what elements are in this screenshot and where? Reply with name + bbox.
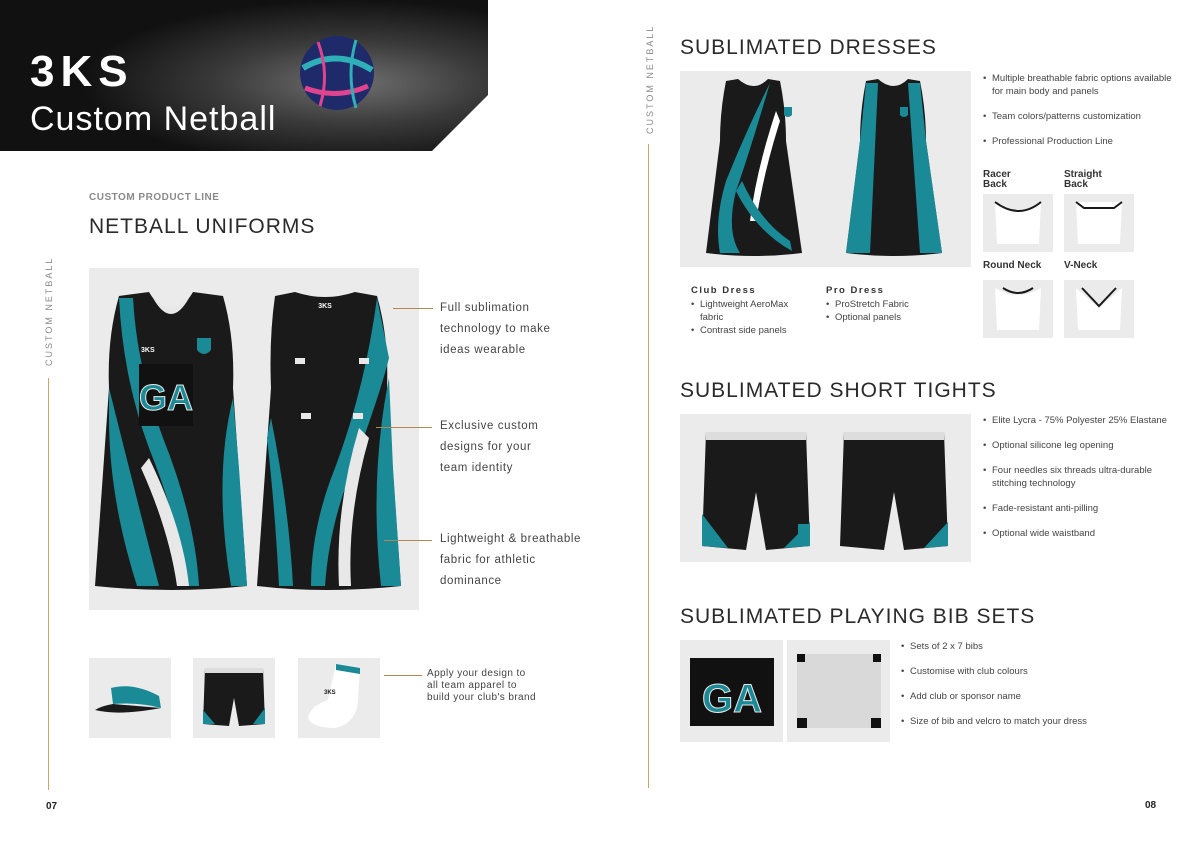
tights-bullet: • Fade-resistant anti-pilling: [983, 502, 1183, 515]
bibs-bullet: • Add club or sponsor name: [901, 690, 1151, 703]
shorts-image: [193, 658, 275, 738]
tights-bullet: • Four needles six threads ultra-durable stitching technology: [983, 464, 1183, 490]
callout-1-line-2: technology to make: [440, 323, 551, 335]
callout-2-line-2: designs for your: [440, 441, 532, 453]
callout-2-line-1: Exclusive custom: [440, 420, 539, 432]
bibs-bullet: • Size of bib and velcro to match your dress: [901, 715, 1151, 728]
bib-label-text: GA: [702, 677, 762, 721]
callout-3-line-3: dominance: [440, 575, 502, 587]
section-title: NETBALL UNIFORMS: [89, 215, 316, 238]
tights-bullet: • Elite Lycra - 75% Polyester 25% Elastane: [983, 414, 1183, 427]
bibs-bullet: • Customise with club colours: [901, 665, 1151, 678]
vertical-label-right: CUSTOM NETBALL: [645, 24, 655, 134]
callout-2: [440, 416, 538, 479]
callout-leader-4: [384, 675, 422, 676]
socks-image: [298, 658, 380, 738]
callout-leader-3: [384, 540, 432, 541]
visor-illustration: [89, 658, 171, 738]
round-neck-image: [983, 280, 1053, 338]
callout-2-line-3: team identity: [440, 462, 513, 474]
accessories-callout-line-2: all team apparel to: [427, 680, 517, 691]
tights-illustration: [680, 414, 971, 562]
dresses-title: SUBLIMATED DRESSES: [680, 36, 937, 59]
dresses-bullet: • Multiple breathable fabric options available for main body and panels: [983, 72, 1178, 98]
racer-back-image: [983, 194, 1053, 252]
tights-bullet: • Optional wide waistband: [983, 527, 1183, 540]
dress-back-brand-text: 3KS: [318, 303, 332, 310]
page-number-right: 08: [1145, 800, 1157, 811]
straight-back-illustration: [1064, 194, 1134, 252]
callout-1-line-3: ideas wearable: [440, 344, 526, 356]
dress-position-text: GA: [139, 377, 193, 418]
club-dress-title: Club Dress: [691, 285, 757, 296]
tights-image-panel: [680, 414, 971, 562]
accessories-callout: [427, 668, 536, 704]
vertical-label-left: CUSTOM NETBALL: [44, 256, 54, 366]
right-gold-rule: [648, 144, 649, 788]
visor-image: [89, 658, 171, 738]
straight-back-label: Straight Back: [1064, 169, 1102, 190]
bib-front-illustration: [680, 640, 783, 742]
dresses-bullet: • Professional Production Line: [983, 135, 1178, 148]
tights-bullets: [983, 414, 1183, 540]
callout-leader-1: [393, 308, 433, 309]
netball-dress-illustration: [89, 268, 419, 610]
bibs-bullet: • Sets of 2 x 7 bibs: [901, 640, 1151, 653]
accessories-callout-line-3: build your club's brand: [427, 692, 536, 703]
bibs-title: SUBLIMATED PLAYING BIB SETS: [680, 605, 1036, 628]
club-dress-feature: • Lightweight AeroMax fabric: [691, 298, 811, 324]
page-number-left: 07: [46, 801, 58, 812]
v-neck-image: [1064, 280, 1134, 338]
sock-brand-text: 3KS: [324, 690, 336, 696]
hero-banner: [0, 0, 488, 151]
pro-dress-feature: • ProStretch Fabric: [826, 298, 946, 311]
callout-3-line-1: Lightweight & breathable: [440, 533, 581, 545]
netball-image: [300, 36, 374, 110]
dresses-illustration: [680, 71, 971, 267]
dresses-bullets: [983, 72, 1178, 148]
racer-back-label: Racer Back: [983, 169, 1011, 190]
callout-3: [440, 529, 581, 592]
eyebrow: CUSTOM PRODUCT LINE: [89, 192, 220, 203]
round-neck-label: Round Neck: [983, 260, 1042, 271]
bibs-bullets: [901, 640, 1151, 728]
round-neck-illustration: [983, 280, 1053, 338]
dresses-image-panel: [680, 71, 971, 267]
dresses-bullet: • Team colors/patterns customization: [983, 110, 1178, 123]
brand-logo: 3KS: [30, 47, 134, 96]
v-neck-label: V-Neck: [1064, 260, 1098, 271]
sock-illustration: [298, 658, 380, 738]
tights-bullet: • Optional silicone leg opening: [983, 439, 1183, 452]
shorts-illustration: [193, 658, 275, 738]
racer-back-illustration: [983, 194, 1053, 252]
callout-1-line-1: Full sublimation: [440, 302, 530, 314]
pro-dress-features: [826, 298, 946, 324]
dress-brand-text: 3KS: [141, 347, 155, 354]
tights-title: SUBLIMATED SHORT TIGHTS: [680, 379, 997, 402]
club-dress-features: [691, 298, 811, 337]
straight-back-image: [1064, 194, 1134, 252]
uniform-image-panel: [89, 268, 419, 610]
callout-leader-2: [376, 427, 432, 428]
v-neck-illustration: [1064, 280, 1134, 338]
pro-dress-title: Pro Dress: [826, 285, 885, 296]
bib-back-image: [787, 640, 890, 742]
callout-3-line-2: fabric for athletic: [440, 554, 536, 566]
accessories-callout-line-1: Apply your design to: [427, 668, 526, 679]
left-gold-rule: [48, 378, 49, 790]
hero-title: Custom Netball: [30, 100, 277, 138]
bib-back-illustration: [787, 640, 890, 742]
club-dress-feature: • Contrast side panels: [691, 324, 811, 337]
callout-1: [440, 298, 551, 361]
bib-front-image: [680, 640, 783, 742]
pro-dress-feature: • Optional panels: [826, 311, 946, 324]
